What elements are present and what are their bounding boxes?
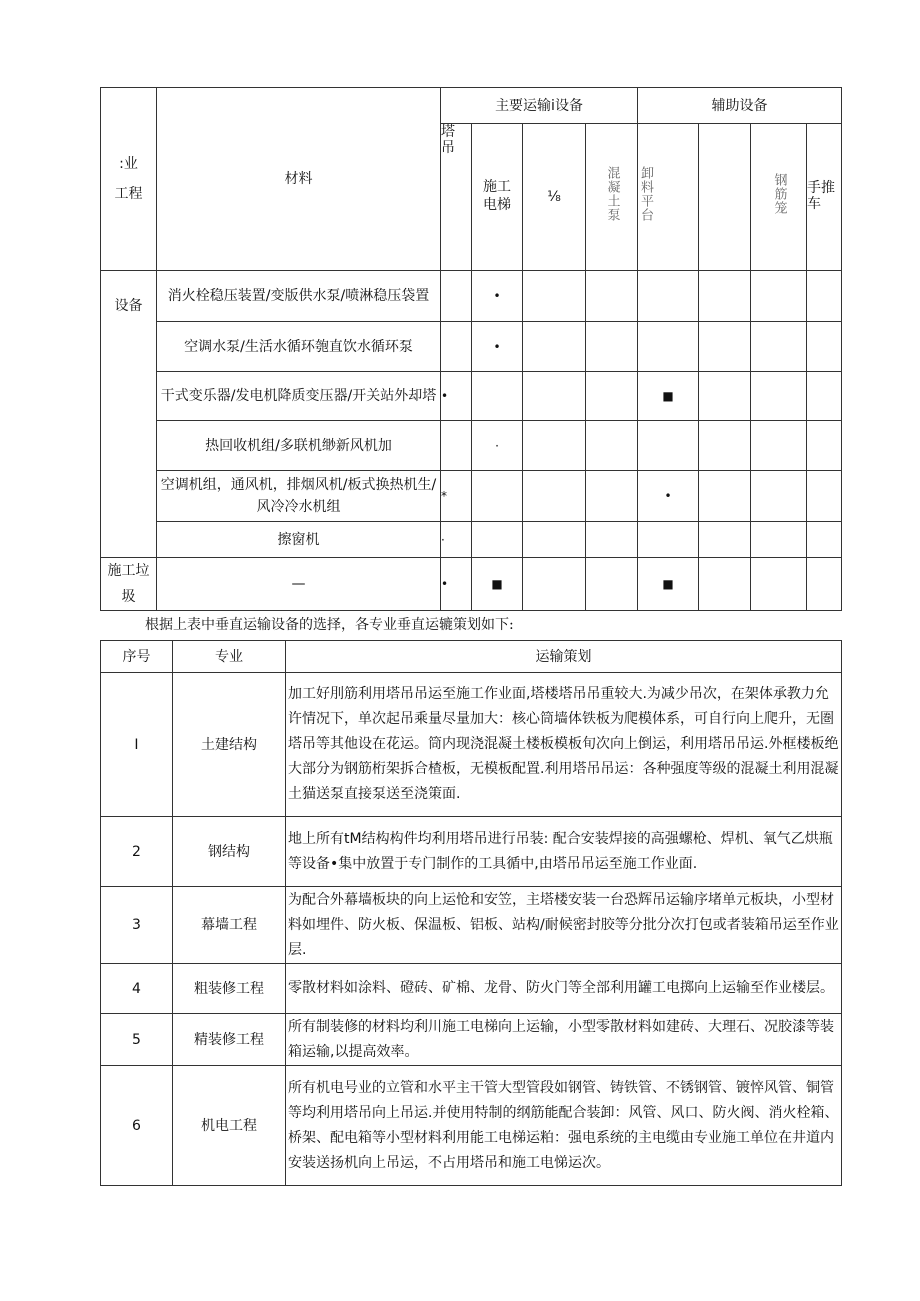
mark-cell — [699, 558, 751, 611]
group-equipment: 设备 — [101, 271, 157, 558]
material-cell: 空调水泵/生活水循环匏直饮水循环泵 — [157, 322, 441, 372]
material-cell: 热回收机组/多联机缈新风机加 — [157, 421, 441, 471]
mark-cell — [586, 522, 638, 558]
mark-cell — [523, 558, 586, 611]
mark-cell — [523, 322, 586, 372]
material-cell: 擦窗机 — [157, 522, 441, 558]
equipment-selection-table — [100, 87, 842, 611]
mark-cell: ■ — [472, 558, 523, 611]
mark-cell — [807, 471, 842, 522]
mark-cell — [586, 471, 638, 522]
mark-cell — [523, 372, 586, 421]
table-row — [101, 271, 842, 322]
subheader-aux-3 — [807, 124, 842, 271]
mark-cell — [586, 271, 638, 322]
mark-cell — [586, 322, 638, 372]
mark-cell: · — [441, 522, 472, 558]
mark-cell — [807, 322, 842, 372]
header-specialty: :业 工程 — [101, 88, 157, 271]
header-main-equipment: 主要运输i设备 — [441, 88, 638, 124]
mark-cell — [472, 471, 523, 522]
mark-cell — [523, 522, 586, 558]
mark-cell — [699, 372, 751, 421]
subheader-label: 钢筋笼 — [771, 172, 787, 215]
mark-cell — [699, 322, 751, 372]
mark-cell — [751, 522, 807, 558]
spec-cell: 土建结构 — [173, 673, 286, 817]
no-cell: 5 — [101, 1014, 173, 1066]
mark-cell — [807, 421, 842, 471]
header-plan: 运输策划 — [286, 641, 842, 673]
mark-cell — [699, 522, 751, 558]
mark-cell: · — [472, 421, 523, 471]
mark-cell — [441, 322, 472, 372]
subheader-label: 混凝土泵 — [604, 165, 620, 222]
mark-cell: • — [441, 372, 472, 421]
spec-cell: 幕墙工程 — [173, 887, 286, 964]
mark-cell — [638, 322, 699, 372]
no-cell: 6 — [101, 1066, 173, 1186]
table-row — [101, 372, 842, 421]
table-row — [101, 1066, 842, 1186]
no-cell: 3 — [101, 887, 173, 964]
header-aux-equipment: 辅助设备 — [638, 88, 842, 124]
spec-cell: 机电工程 — [173, 1066, 286, 1186]
plan-cell: 地上所有tM结构构件均利用塔吊进行吊装: 配合安装焊接的高强螺枪、焊机、氧气乙烘瓶等设备•集中放置于专门制作的工具循中,由塔吊吊运至施工作业面. — [286, 817, 842, 887]
mark-cell — [751, 372, 807, 421]
mark-cell — [523, 421, 586, 471]
subheader-main-3 — [586, 124, 638, 271]
table-row-waste — [101, 558, 842, 611]
header-no: 序号 — [101, 641, 173, 673]
table-row — [101, 887, 842, 964]
table-row — [101, 471, 842, 522]
no-cell: 4 — [101, 964, 173, 1014]
spec-cell: 钢结构 — [173, 817, 286, 887]
mark-cell — [807, 558, 842, 611]
plan-cell: 零散材料如涂料、磴砖、矿棉、龙骨、防火门等全部利用罐工电掷向上运输至作业楼层。 — [286, 964, 842, 1014]
mark-cell — [586, 558, 638, 611]
intro-text: 根据上表中垂直运输设备的选择，各专业垂直运辘策划如下: — [145, 617, 514, 633]
header-material: 材料 — [157, 88, 441, 271]
subheader-label: 手推车 — [807, 179, 836, 212]
subheader-main-1 — [472, 124, 523, 271]
subheader-main-0 — [441, 124, 472, 271]
table-row — [101, 522, 842, 558]
mark-cell — [472, 372, 523, 421]
mark-cell: * — [441, 471, 472, 522]
mark-cell — [751, 421, 807, 471]
mark-cell: • — [638, 471, 699, 522]
mark-cell — [441, 421, 472, 471]
waste-label: 施工垃圾 — [101, 558, 157, 611]
subheader-aux-1 — [699, 124, 751, 271]
subheader-aux-0 — [638, 124, 699, 271]
mark-cell — [699, 471, 751, 522]
table-row — [101, 1014, 842, 1066]
mark-cell — [751, 322, 807, 372]
table-row — [101, 421, 842, 471]
header-specialty: 专业 — [173, 641, 286, 673]
mark-cell — [441, 271, 472, 322]
transport-plan-table — [100, 640, 842, 1186]
plan-cell: 所有机电号业的立管和水平主干管大型管段如钢管、铸铁管、不锈钢管、镀悴风管、铜管等均利用塔吊向上吊运.并使用特制的纲筋能配合装卸：风管、风口、防火阀、消火栓箱、桥架、配电箱等小型材料利用能工电梯运粕：强电系统的主电缆由专业施工单位在井道内安装送扬机向上吊运，不占用塔吊和施工电悌运次。 — [286, 1066, 842, 1186]
plan-cell: 为配合外幕墙板块的向上运怆和安笠，主塔楼安装一台恐辉吊运输序堵单元板块，小型材料如埋件、防火板、保温板、铝板、站构/耐候密封胶等分批分次打包或者装箱吊运至作业层. — [286, 887, 842, 964]
mark-cell — [751, 471, 807, 522]
subheader-aux-2 — [751, 124, 807, 271]
material-cell: — — [157, 558, 441, 611]
no-cell: I — [101, 673, 173, 817]
subheader-label: ⅛ — [547, 189, 561, 205]
table-row — [101, 964, 842, 1014]
mark-cell: • — [472, 322, 523, 372]
mark-cell: • — [441, 558, 472, 611]
mark-cell: ■ — [638, 558, 699, 611]
subheader-main-2 — [523, 124, 586, 271]
mark-cell — [751, 271, 807, 322]
spec-cell: 粗装修工程 — [173, 964, 286, 1014]
table-row — [101, 322, 842, 372]
mark-cell: ■ — [638, 372, 699, 421]
mark-cell — [586, 372, 638, 421]
mark-cell — [523, 271, 586, 322]
mark-cell — [699, 421, 751, 471]
mark-cell — [586, 421, 638, 471]
mark-cell — [523, 471, 586, 522]
no-cell: 2 — [101, 817, 173, 887]
mark-cell — [638, 522, 699, 558]
table-row — [101, 817, 842, 887]
plan-cell: 所有制装修的材料均利川施工电梯向上运输，小型零散材料如建砖、大理石、况胶漆等装箱运输,以提高效率。 — [286, 1014, 842, 1066]
mark-cell: • — [472, 271, 523, 322]
subheader-label: 塔吊 — [441, 124, 455, 156]
mark-cell — [807, 271, 842, 322]
mark-cell — [699, 271, 751, 322]
mark-cell — [638, 271, 699, 322]
material-cell: 空调机组，通风机，排烟风机/板式换热机生/风冷冷水机组 — [157, 471, 441, 522]
mark-cell — [807, 522, 842, 558]
subheader-label: 卸料平台 — [638, 165, 654, 222]
mark-cell — [807, 372, 842, 421]
plan-cell: 加工好刖筋利用塔吊吊运至施工作业面,塔楼塔吊吊重较大.为减少吊次，在架体承教力允许情况下，单次起吊乘量尽量加大：核心筒墙体铁板为爬模体系，可自行向上爬升，无圏塔吊等其他设在花运。筒内现浇混凝土楼板模板旬次向上倒运，利用塔吊吊运.外框楼板绝大部分为钢筋桁架拆合楂板，无模板配置.利用塔吊吊运：各种强度等级的混凝土利用混凝土猫送泵直接泵送至浇策面. — [286, 673, 842, 817]
table-row — [101, 673, 842, 817]
mark-cell — [472, 522, 523, 558]
mark-cell — [751, 558, 807, 611]
spec-cell: 精装修工程 — [173, 1014, 286, 1066]
material-cell: 消火栓稳压装置/变版供水泵/喷淋稳压袋置 — [157, 271, 441, 322]
mark-cell — [638, 421, 699, 471]
subheader-label: 施工电梯 — [483, 179, 511, 213]
material-cell: 干式变乐器/发电机降质变压器/开关站外却塔 — [157, 372, 441, 421]
